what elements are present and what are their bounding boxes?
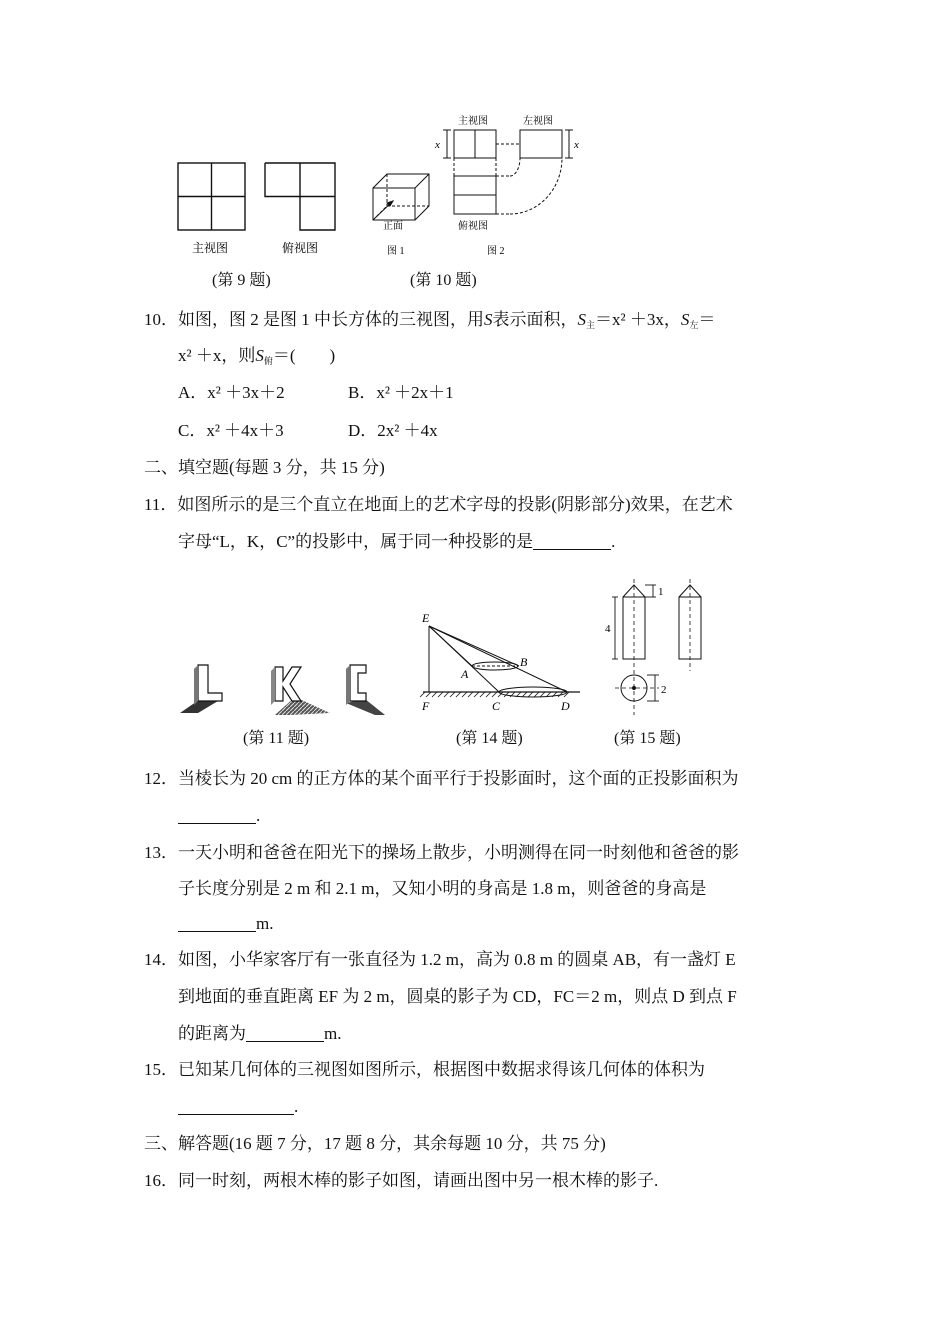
q14-line-2: 到地面的垂直距离 EF 为 2 m，圆桌的影子为 CD，FC＝2 m，则点 D 到点 F <box>178 987 737 1006</box>
q12-answer-blank[interactable] <box>178 807 256 824</box>
section-2-heading: 二、填空题(每题 3 分，共 15 分) <box>144 458 385 477</box>
q13-answer-blank[interactable] <box>178 915 256 932</box>
q15-caption: (第 15 题) <box>614 730 681 747</box>
q14-point-b: B <box>520 655 528 669</box>
q15-dim-marks <box>612 585 659 701</box>
q10-label-front: 正面 <box>383 221 403 232</box>
q14-lines <box>429 626 567 692</box>
q10-option-b: B．x² ＋2x＋1 <box>348 383 454 402</box>
q10-caption: (第 10 题) <box>410 272 477 289</box>
q10-option-d: D．2x² ＋4x <box>348 421 438 440</box>
q13-line-1: 13．一天小明和爸爸在阳光下的操场上散步，小明测得在同一时刻他和爸爸的影 <box>144 843 739 862</box>
q10-line-2: x² ＋x，则$S_俯=$( ) <box>178 346 336 366</box>
q10-line-1: 10．如图，图 2 是图 1 中长方体的三视图，用S表示面积，$S_主=x^2 +3x$，$S_左=$ <box>144 310 716 330</box>
q10-option-a: A．x² ＋3x＋2 <box>178 383 285 402</box>
q11-line-1: 11．如图所示的是三个直立在地面上的艺术字母的投影(阴影部分)效果，在艺术 <box>144 495 733 514</box>
q10-label-top: 俯视图 <box>458 221 488 232</box>
q14-point-a: A <box>461 667 469 681</box>
q11-letter-l <box>180 665 222 713</box>
q14-point-d: D <box>561 699 570 713</box>
q15-line-2: . <box>178 1096 298 1118</box>
q14-point-f: F <box>422 699 430 713</box>
q14-answer-blank[interactable] <box>246 1025 324 1042</box>
section-3-heading: 三、解答题(16 题 7 分，17 题 8 分，其余每题 10 分，共 75 分) <box>144 1134 606 1153</box>
q15-dim-2: 2 <box>661 684 667 696</box>
q13-line-2: 子长度分别是 2 m 和 2.1 m，又知小明的身高是 1.8 m，则爸爸的身高是 <box>178 879 707 898</box>
q12-line-2: . <box>178 805 260 827</box>
q14-point-c: C <box>492 699 501 713</box>
q14-line-1: 14．如图，小华家客厅有一张直径为 1.2 m，高为 0.8 m 的圆桌 AB，有一盏灯 E <box>144 950 736 969</box>
q12-line-1: 12．当棱长为 20 cm 的正方体的某个面平行于投影面时，这个面的正投影面积为 <box>144 769 739 788</box>
q10-var-x-right: x <box>574 139 579 151</box>
q9-caption: (第 9 题) <box>212 272 271 289</box>
q9-label-top: 俯视图 <box>282 241 319 255</box>
q14-line-3: 的距离为 m. <box>178 1024 342 1043</box>
q15-figure <box>605 575 715 725</box>
q11-caption: (第 11 题) <box>243 730 310 747</box>
q15-line-1: 15．已知某几何体的三视图如图所示，根据图中数据求得该几何体的体积为 <box>144 1060 705 1079</box>
q15-answer-blank[interactable] <box>178 1098 294 1115</box>
q11-line-2: 字母“L，K，C”的投影中，属于同一种投影的是 . <box>178 532 616 551</box>
q14-figure <box>415 608 585 720</box>
q15-dim-1: 1 <box>658 586 664 598</box>
q15-dim-4: 4 <box>605 623 611 635</box>
q10-three-views <box>454 130 562 214</box>
q9-label-main: 主视图 <box>192 241 229 255</box>
q13-line-3: m. <box>178 913 273 935</box>
q10-var-x-left: x <box>435 139 440 151</box>
q11-letter-k <box>271 667 330 715</box>
q10-front-arrow <box>375 201 393 218</box>
q10-figure <box>365 108 595 263</box>
q14-point-e: E <box>422 611 430 625</box>
q11-figure <box>170 655 390 725</box>
q9-figure <box>170 155 350 265</box>
q10-cuboid <box>373 174 429 220</box>
q10-fig1: 图 1 <box>387 246 405 257</box>
q9-top-view <box>265 163 335 230</box>
q16-line-1: 16．同一时刻，两根木棒的影子如图，请画出图中另一根木棒的影子. <box>144 1171 659 1190</box>
q10-label-main: 主视图 <box>458 116 488 127</box>
q14-caption: (第 14 题) <box>456 730 523 747</box>
q11-letter-c <box>346 665 385 715</box>
q11-answer-blank[interactable] <box>533 533 611 550</box>
q10-option-c: C．x² ＋4x＋3 <box>178 421 284 440</box>
q10-fig2: 图 2 <box>487 246 505 257</box>
q10-label-left: 左视图 <box>523 116 553 127</box>
q9-front-view <box>178 163 245 230</box>
